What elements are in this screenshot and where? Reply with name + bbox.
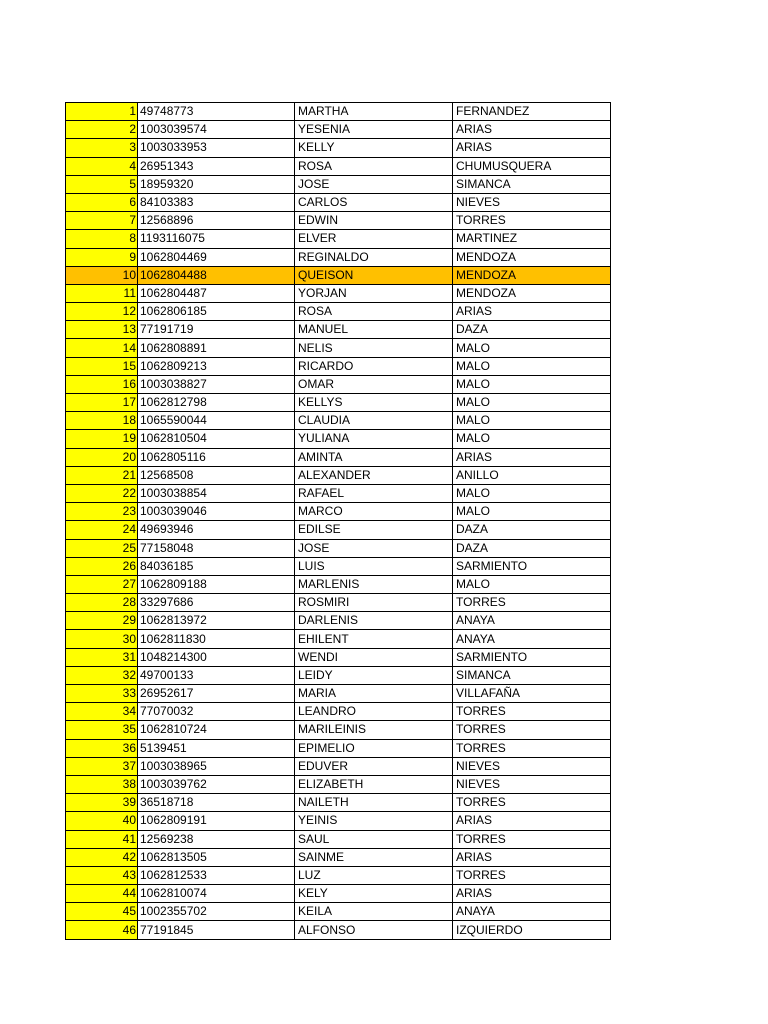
row-number-cell[interactable]: 31 [66, 648, 138, 666]
first-name-cell[interactable]: SAUL [295, 830, 453, 848]
id-number-cell[interactable]: 1003033953 [138, 139, 295, 157]
row-number-cell[interactable]: 33 [66, 685, 138, 703]
table-row [66, 193, 611, 211]
table-row [66, 484, 611, 502]
table-row [66, 230, 611, 248]
table-row [66, 521, 611, 539]
row-number-cell[interactable]: 34 [66, 703, 138, 721]
row-number-cell[interactable]: 3 [66, 139, 138, 157]
table-row [66, 339, 611, 357]
first-name-cell[interactable]: WENDI [295, 648, 453, 666]
row-number-cell[interactable]: 16 [66, 375, 138, 393]
table-row [66, 739, 611, 757]
table-row [66, 830, 611, 848]
first-name-cell[interactable]: MARTHA [295, 103, 453, 121]
row-number-cell[interactable]: 38 [66, 775, 138, 793]
id-number-cell[interactable]: 1062809188 [138, 575, 295, 593]
id-number-cell[interactable]: 26951343 [138, 157, 295, 175]
id-number-cell[interactable]: 1003039046 [138, 503, 295, 521]
surname-cell[interactable]: MALO [453, 412, 611, 430]
first-name-cell[interactable]: ROSA [295, 157, 453, 175]
table-row [66, 448, 611, 466]
id-number-cell[interactable]: 1062804487 [138, 284, 295, 302]
first-name-cell[interactable]: LEANDRO [295, 703, 453, 721]
surname-cell[interactable]: TORRES [453, 703, 611, 721]
table-row [66, 539, 611, 557]
first-name-cell[interactable]: AMINTA [295, 448, 453, 466]
id-number-cell[interactable]: 84103383 [138, 193, 295, 211]
surname-cell[interactable]: ANAYA [453, 630, 611, 648]
row-number-cell[interactable]: 6 [66, 193, 138, 211]
first-name-cell[interactable]: YULIANA [295, 430, 453, 448]
row-number-cell[interactable]: 45 [66, 903, 138, 921]
surname-cell[interactable]: FERNANDEZ [453, 103, 611, 121]
id-number-cell[interactable]: 1062810724 [138, 721, 295, 739]
id-number-cell[interactable]: 33297686 [138, 594, 295, 612]
table-row [66, 575, 611, 593]
id-number-cell[interactable]: 1062812798 [138, 394, 295, 412]
row-number-cell[interactable]: 41 [66, 830, 138, 848]
row-number-cell[interactable]: 27 [66, 575, 138, 593]
row-number-cell[interactable]: 43 [66, 866, 138, 884]
surname-cell[interactable]: MENDOZA [453, 248, 611, 266]
table-row [66, 775, 611, 793]
id-number-cell[interactable]: 1003038965 [138, 757, 295, 775]
table-row [66, 885, 611, 903]
first-name-cell[interactable]: RICARDO [295, 357, 453, 375]
id-number-cell[interactable]: 1065590044 [138, 412, 295, 430]
id-number-cell[interactable]: 1062810504 [138, 430, 295, 448]
id-number-cell[interactable]: 77158048 [138, 539, 295, 557]
id-number-cell[interactable]: 1062810074 [138, 885, 295, 903]
id-number-cell[interactable]: 1062811830 [138, 630, 295, 648]
row-number-cell[interactable]: 21 [66, 466, 138, 484]
first-name-cell[interactable]: LUIS [295, 557, 453, 575]
first-name-cell[interactable]: EPIMELIO [295, 739, 453, 757]
table-row [66, 266, 611, 284]
first-name-cell[interactable]: NELIS [295, 339, 453, 357]
first-name-cell[interactable]: MARILEINIS [295, 721, 453, 739]
row-number-cell[interactable]: 15 [66, 357, 138, 375]
first-name-cell[interactable]: MARCO [295, 503, 453, 521]
id-number-cell[interactable]: 1062813972 [138, 612, 295, 630]
first-name-cell[interactable]: SAINME [295, 848, 453, 866]
surname-cell[interactable]: MARTINEZ [453, 230, 611, 248]
surname-cell[interactable]: SARMIENTO [453, 557, 611, 575]
table-row [66, 375, 611, 393]
id-number-cell[interactable]: 77070032 [138, 703, 295, 721]
row-number-cell[interactable]: 44 [66, 885, 138, 903]
first-name-cell[interactable]: RAFAEL [295, 484, 453, 502]
first-name-cell[interactable]: REGINALDO [295, 248, 453, 266]
surname-cell[interactable]: DAZA [453, 321, 611, 339]
id-number-cell[interactable]: 84036185 [138, 557, 295, 575]
row-number-cell[interactable]: 39 [66, 794, 138, 812]
id-number-cell[interactable]: 1062808891 [138, 339, 295, 357]
row-number-cell[interactable]: 23 [66, 503, 138, 521]
row-number-cell[interactable]: 46 [66, 921, 138, 939]
first-name-cell[interactable]: LUZ [295, 866, 453, 884]
row-number-cell[interactable]: 37 [66, 757, 138, 775]
table-row [66, 848, 611, 866]
id-number-cell[interactable]: 77191845 [138, 921, 295, 939]
first-name-cell[interactable]: ALEXANDER [295, 466, 453, 484]
surname-cell[interactable]: ARIAS [453, 885, 611, 903]
id-number-cell[interactable]: 1062813505 [138, 848, 295, 866]
surname-cell[interactable]: TORRES [453, 594, 611, 612]
surname-cell[interactable]: IZQUIERDO [453, 921, 611, 939]
first-name-cell[interactable]: ELVER [295, 230, 453, 248]
surname-cell[interactable]: SARMIENTO [453, 648, 611, 666]
spreadsheet-table [65, 102, 611, 940]
table-row [66, 121, 611, 139]
table-row [66, 466, 611, 484]
surname-cell[interactable]: ARIAS [453, 848, 611, 866]
surname-cell[interactable]: TORRES [453, 830, 611, 848]
id-number-cell[interactable]: 12568508 [138, 466, 295, 484]
first-name-cell[interactable]: KELY [295, 885, 453, 903]
first-name-cell[interactable]: CARLOS [295, 193, 453, 211]
first-name-cell[interactable]: DARLENIS [295, 612, 453, 630]
row-number-cell[interactable]: 1 [66, 103, 138, 121]
surname-cell[interactable]: SIMANCA [453, 175, 611, 193]
surname-cell[interactable]: MALO [453, 484, 611, 502]
table-row [66, 648, 611, 666]
row-number-cell[interactable]: 19 [66, 430, 138, 448]
first-name-cell[interactable]: ELIZABETH [295, 775, 453, 793]
row-number-cell[interactable]: 8 [66, 230, 138, 248]
surname-cell[interactable]: DAZA [453, 521, 611, 539]
id-number-cell[interactable]: 77191719 [138, 321, 295, 339]
table-row [66, 503, 611, 521]
id-number-cell[interactable]: 12569238 [138, 830, 295, 848]
row-number-cell[interactable]: 5 [66, 175, 138, 193]
id-number-cell[interactable]: 1062809191 [138, 812, 295, 830]
id-number-cell[interactable]: 49700133 [138, 666, 295, 684]
table-row [66, 757, 611, 775]
spreadsheet-body [66, 103, 611, 940]
table-row [66, 612, 611, 630]
row-number-cell[interactable]: 13 [66, 321, 138, 339]
row-number-cell[interactable]: 25 [66, 539, 138, 557]
row-number-cell[interactable]: 22 [66, 484, 138, 502]
row-number-cell[interactable]: 17 [66, 394, 138, 412]
row-number-cell[interactable]: 18 [66, 412, 138, 430]
id-number-cell[interactable]: 49693946 [138, 521, 295, 539]
table-row [66, 284, 611, 302]
surname-cell[interactable]: MENDOZA [453, 266, 611, 284]
row-number-cell[interactable]: 2 [66, 121, 138, 139]
id-number-cell[interactable]: 1062804488 [138, 266, 295, 284]
table-row [66, 703, 611, 721]
first-name-cell[interactable]: QUEISON [295, 266, 453, 284]
first-name-cell[interactable]: MANUEL [295, 321, 453, 339]
surname-cell[interactable]: MENDOZA [453, 284, 611, 302]
first-name-cell[interactable]: ROSA [295, 303, 453, 321]
first-name-cell[interactable]: CLAUDIA [295, 412, 453, 430]
surname-cell[interactable]: TORRES [453, 739, 611, 757]
table-row [66, 594, 611, 612]
id-number-cell[interactable]: 1003038827 [138, 375, 295, 393]
id-number-cell[interactable]: 1193116075 [138, 230, 295, 248]
first-name-cell[interactable]: KELLY [295, 139, 453, 157]
row-number-cell[interactable]: 36 [66, 739, 138, 757]
row-number-cell[interactable]: 26 [66, 557, 138, 575]
table-row [66, 630, 611, 648]
first-name-cell[interactable]: KEILA [295, 903, 453, 921]
first-name-cell[interactable]: EDWIN [295, 212, 453, 230]
first-name-cell[interactable]: LEIDY [295, 666, 453, 684]
surname-cell[interactable]: MALO [453, 503, 611, 521]
first-name-cell[interactable]: MARLENIS [295, 575, 453, 593]
surname-cell[interactable]: MALO [453, 375, 611, 393]
table-row [66, 430, 611, 448]
id-number-cell[interactable]: 1062809213 [138, 357, 295, 375]
surname-cell[interactable]: NIEVES [453, 775, 611, 793]
row-number-cell[interactable]: 7 [66, 212, 138, 230]
table-row [66, 794, 611, 812]
id-number-cell[interactable]: 1003038854 [138, 484, 295, 502]
row-number-cell[interactable]: 35 [66, 721, 138, 739]
first-name-cell[interactable]: NAILETH [295, 794, 453, 812]
surname-cell[interactable]: DAZA [453, 539, 611, 557]
id-number-cell[interactable]: 1002355702 [138, 903, 295, 921]
row-number-cell[interactable]: 40 [66, 812, 138, 830]
row-number-cell[interactable]: 14 [66, 339, 138, 357]
surname-cell[interactable]: TORRES [453, 721, 611, 739]
id-number-cell[interactable]: 1062806185 [138, 303, 295, 321]
first-name-cell[interactable]: ROSMIRI [295, 594, 453, 612]
surname-cell[interactable]: CHUMUSQUERA [453, 157, 611, 175]
row-number-cell[interactable]: 30 [66, 630, 138, 648]
table-row [66, 157, 611, 175]
surname-cell[interactable]: NIEVES [453, 193, 611, 211]
table-row [66, 666, 611, 684]
row-number-cell[interactable]: 20 [66, 448, 138, 466]
table-row [66, 812, 611, 830]
table-row [66, 303, 611, 321]
id-number-cell[interactable]: 18959320 [138, 175, 295, 193]
id-number-cell[interactable]: 1003039762 [138, 775, 295, 793]
id-number-cell[interactable]: 5139451 [138, 739, 295, 757]
table-row [66, 721, 611, 739]
surname-cell[interactable]: ANAYA [453, 903, 611, 921]
table-row [66, 321, 611, 339]
surname-cell[interactable]: MALO [453, 339, 611, 357]
first-name-cell[interactable]: YORJAN [295, 284, 453, 302]
row-number-cell[interactable]: 12 [66, 303, 138, 321]
id-number-cell[interactable]: 1062804469 [138, 248, 295, 266]
surname-cell[interactable]: ANAYA [453, 612, 611, 630]
table-row [66, 921, 611, 939]
table-row [66, 685, 611, 703]
table-row [66, 212, 611, 230]
surname-cell[interactable]: MALO [453, 394, 611, 412]
table-row [66, 248, 611, 266]
surname-cell[interactable]: MALO [453, 575, 611, 593]
id-number-cell[interactable]: 49748773 [138, 103, 295, 121]
first-name-cell[interactable]: OMAR [295, 375, 453, 393]
row-number-cell[interactable]: 10 [66, 266, 138, 284]
surname-cell[interactable]: MALO [453, 430, 611, 448]
surname-cell[interactable]: NIEVES [453, 757, 611, 775]
id-number-cell[interactable]: 36518718 [138, 794, 295, 812]
surname-cell[interactable]: ARIAS [453, 121, 611, 139]
surname-cell[interactable]: TORRES [453, 794, 611, 812]
first-name-cell[interactable]: KELLYS [295, 394, 453, 412]
surname-cell[interactable]: ARIAS [453, 303, 611, 321]
surname-cell[interactable]: MALO [453, 357, 611, 375]
table-row [66, 903, 611, 921]
table-row [66, 175, 611, 193]
surname-cell[interactable]: ARIAS [453, 139, 611, 157]
id-number-cell[interactable]: 1062812533 [138, 866, 295, 884]
surname-cell[interactable]: VILLAFAÑA [453, 685, 611, 703]
id-number-cell[interactable]: 1062805116 [138, 448, 295, 466]
id-number-cell[interactable]: 1048214300 [138, 648, 295, 666]
surname-cell[interactable]: TORRES [453, 212, 611, 230]
surname-cell[interactable]: TORRES [453, 866, 611, 884]
first-name-cell[interactable]: YEINIS [295, 812, 453, 830]
table-row [66, 412, 611, 430]
table-row [66, 139, 611, 157]
first-name-cell[interactable]: EDILSE [295, 521, 453, 539]
first-name-cell[interactable]: JOSE [295, 175, 453, 193]
surname-cell[interactable]: ANILLO [453, 466, 611, 484]
row-number-cell[interactable]: 29 [66, 612, 138, 630]
row-number-cell[interactable]: 32 [66, 666, 138, 684]
first-name-cell[interactable]: EHILENT [295, 630, 453, 648]
row-number-cell[interactable]: 9 [66, 248, 138, 266]
table-row [66, 866, 611, 884]
surname-cell[interactable]: ARIAS [453, 812, 611, 830]
table-row [66, 557, 611, 575]
first-name-cell[interactable]: EDUVER [295, 757, 453, 775]
id-number-cell[interactable]: 26952617 [138, 685, 295, 703]
table-row [66, 103, 611, 121]
id-number-cell[interactable]: 12568896 [138, 212, 295, 230]
surname-cell[interactable]: ARIAS [453, 448, 611, 466]
row-number-cell[interactable]: 28 [66, 594, 138, 612]
id-number-cell[interactable]: 1003039574 [138, 121, 295, 139]
first-name-cell[interactable]: MARIA [295, 685, 453, 703]
table-row [66, 394, 611, 412]
row-number-cell[interactable]: 4 [66, 157, 138, 175]
row-number-cell[interactable]: 42 [66, 848, 138, 866]
surname-cell[interactable]: SIMANCA [453, 666, 611, 684]
first-name-cell[interactable]: YESENIA [295, 121, 453, 139]
first-name-cell[interactable]: JOSE [295, 539, 453, 557]
table-row [66, 357, 611, 375]
row-number-cell[interactable]: 11 [66, 284, 138, 302]
first-name-cell[interactable]: ALFONSO [295, 921, 453, 939]
row-number-cell[interactable]: 24 [66, 521, 138, 539]
